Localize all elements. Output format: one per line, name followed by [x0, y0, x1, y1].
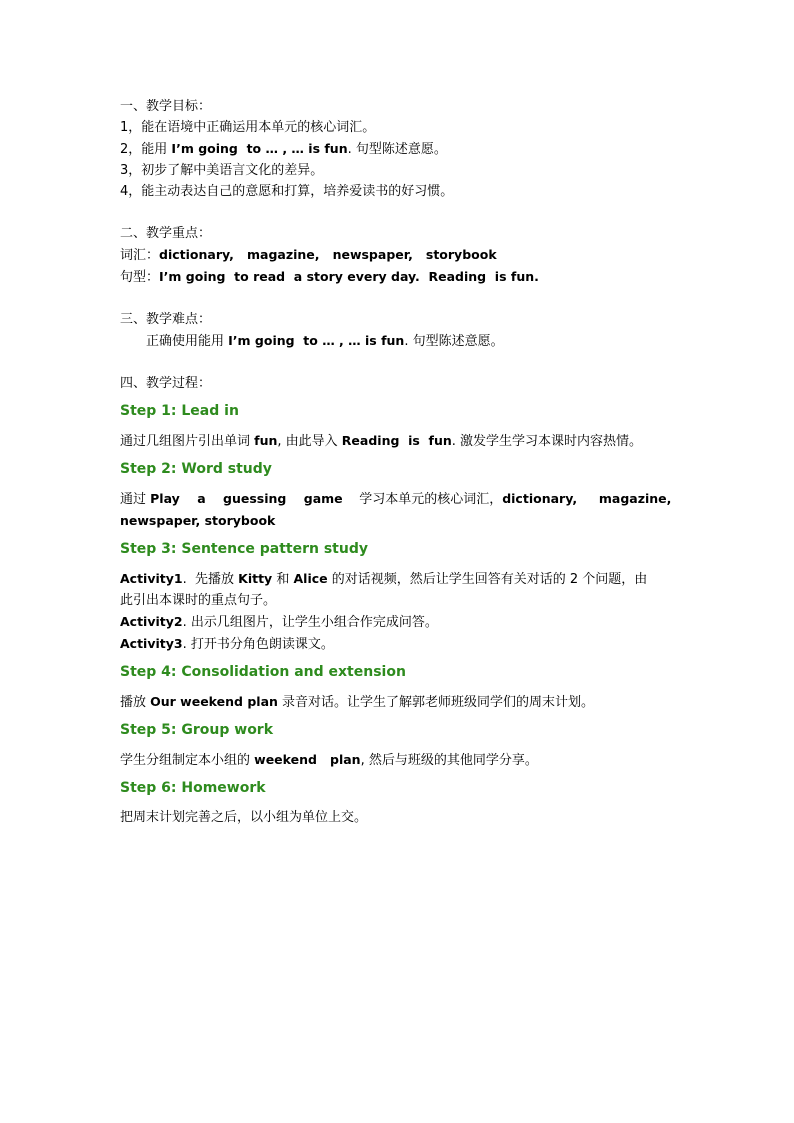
difficulties-english: I’m going to … , … is fun	[228, 333, 405, 348]
difficulties-pre: 正确使用能用	[146, 334, 229, 349]
activity-label: Activity1	[120, 571, 183, 586]
step-heading: Step 5: Group work	[120, 722, 274, 738]
step-body	[120, 430, 676, 452]
activity-1-cont: 此引出本课时的重点句子。	[120, 593, 277, 608]
step-text: , 然后与班级的其他同学分享。	[360, 753, 538, 768]
process-title: 四、教学过程：	[120, 376, 212, 391]
step-text: 学生分组制定本小组的	[120, 753, 255, 768]
step-english: fun	[254, 433, 278, 448]
difficulties-title: 三、教学难点：	[120, 312, 212, 327]
step-text: . 激发学生学习本课时内容热情。	[451, 434, 643, 449]
item-number: 4，	[120, 184, 142, 199]
item-text: 初步了解中美语言文化的差异。	[141, 163, 324, 178]
step-heading: Step 6: Homework	[120, 780, 266, 796]
step-text: , 由此导入	[277, 434, 342, 449]
objective-item	[120, 117, 676, 138]
step-english: Reading is fun	[341, 433, 452, 448]
difficulties-post: . 句型陈述意愿。	[404, 334, 504, 349]
item-text: 能主动表达自己的意愿和打算，培养爱读书的好习惯。	[141, 184, 454, 199]
item-number: 2，	[120, 142, 142, 157]
objective-item	[120, 160, 676, 181]
pattern-label: 句型：	[120, 270, 160, 285]
objective-item	[120, 181, 676, 202]
vocab-label: 词汇：	[120, 248, 160, 263]
activity-english: Kitty	[238, 571, 273, 586]
step-body	[120, 510, 676, 532]
step-body	[120, 488, 676, 510]
activity-1	[120, 568, 676, 590]
item-text: . 句型陈述意愿。	[347, 142, 447, 157]
step-english: newspaper, storybook	[120, 513, 276, 528]
step-text: 播放	[120, 695, 151, 710]
key-vocab	[120, 244, 676, 266]
step-heading: Step 1: Lead in	[120, 403, 239, 419]
step-body	[120, 691, 676, 713]
activity-2	[120, 611, 676, 633]
key-points-title: 二、教学重点：	[120, 226, 212, 241]
step-heading: Step 4: Consolidation and extension	[120, 664, 406, 680]
step-english: weekend plan	[254, 752, 361, 767]
pattern-text: I’m going to read a story every day. Reading is fun.	[159, 269, 539, 284]
step-text: 通过几组图片引出单词	[120, 434, 255, 449]
objectives-title: 一、教学目标：	[120, 99, 212, 114]
item-text: 能在语境中正确运用本单元的核心词汇。	[141, 120, 376, 135]
step-body: 把周末计划完善之后，以小组为单位上交。	[120, 810, 368, 825]
step-english: Play a guessing game	[150, 491, 343, 506]
step-heading: Step 3: Sentence pattern study	[120, 541, 368, 557]
item-number: 3，	[120, 163, 142, 178]
key-pattern	[120, 266, 676, 288]
step-text: 录音对话。让学生了解郭老师班级同学们的周末计划。	[277, 695, 595, 710]
activity-text: 的对话视频，然后让学生回答有关对话的 2 个问题，由	[327, 572, 648, 587]
activity-label: Activity2	[120, 614, 183, 629]
activity-english: Alice	[293, 571, 328, 586]
step-body	[120, 749, 676, 771]
item-english: I’m going to … , … is fun	[171, 141, 348, 156]
step-english: Our weekend plan	[150, 694, 278, 709]
step-text: 通过	[120, 492, 151, 507]
activity-text: 和	[272, 572, 294, 587]
activity-label: Activity3	[120, 636, 183, 651]
step-english: dictionary, magazine,	[502, 491, 672, 506]
step-text: 学习本单元的核心词汇，	[342, 492, 503, 507]
difficulties-text	[120, 330, 676, 352]
activity-text: . 先播放	[182, 572, 239, 587]
activity-3	[120, 633, 676, 655]
activity-text: . 出示几组图片，让学生小组合作完成问答。	[182, 615, 438, 630]
vocab-list: dictionary, magazine, newspaper, storybook	[159, 247, 497, 262]
step-heading: Step 2: Word study	[120, 461, 272, 477]
objective-item	[120, 138, 676, 160]
lesson-plan	[120, 96, 676, 828]
item-number: 1，	[120, 120, 142, 135]
item-text: 能用	[141, 142, 172, 157]
activity-text: . 打开书分角色朗读课文。	[182, 637, 334, 652]
